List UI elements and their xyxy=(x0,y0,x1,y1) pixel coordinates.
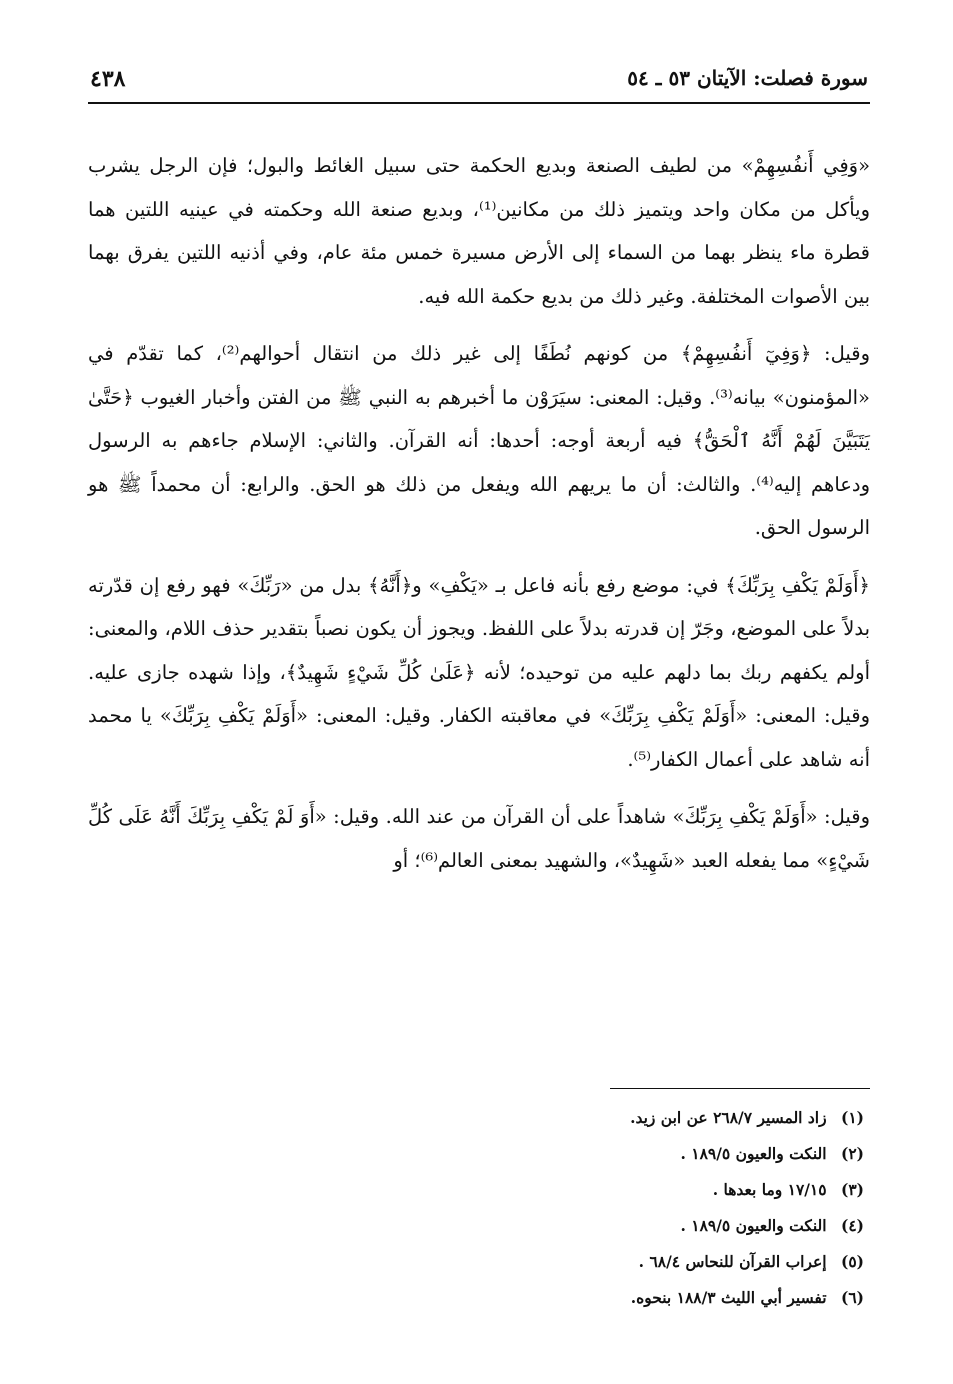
footnote-number: (٢) xyxy=(840,1144,864,1163)
footnote-text: إعراب القرآن للنحاس ٦٨/٤ . xyxy=(638,1252,827,1271)
footnote-number: (٣) xyxy=(840,1180,864,1199)
paragraph: «وَفِي أَنفُسِهِمْ» من لطيف الصنعة وبديع الحكمة حتى سبيل الغائط والبول؛ فإن الرجل يشرب ويأكل من مكان واحد ويتميز ذلك من مكانين⁽¹⁾، وبديع صنعة الله وحكمته في عينيه اللتين هما قطرة ماء ينظر بهما من السماء إلى الأرض مسيرة خمس مئة عام، وفي أذنيه اللتين يفرق بهما بين الأصوات المختلفة. وغير ذلك من بديع حكمة الله فيه. xyxy=(88,154,870,308)
footnote-text: زاد المسير ٢٦٨/٧ عن ابن زيد. xyxy=(630,1108,827,1127)
footnote xyxy=(88,1136,864,1172)
footnote-text: تفسير أبي الليث ١٨٨/٣ بنحوه. xyxy=(630,1288,827,1307)
running-title: سورة فصلت: الآيتان ٥٣ ـ ٥٤ xyxy=(627,66,868,90)
footnote xyxy=(88,1208,864,1244)
footnote-text: النكت والعيون ١٨٩/٥ . xyxy=(680,1144,827,1163)
footnote-number: (٤) xyxy=(840,1216,864,1235)
footnote xyxy=(88,1100,864,1136)
body-text xyxy=(88,144,870,896)
footnote-text: النكت والعيون ١٨٩/٥ . xyxy=(680,1216,827,1235)
footnotes xyxy=(88,1100,864,1316)
footnote xyxy=(88,1280,864,1316)
footnote xyxy=(88,1244,864,1280)
header-rule xyxy=(88,102,870,104)
book-page xyxy=(88,58,870,1348)
page-number: ٤٣٨ xyxy=(90,66,126,92)
footnote-number: (٥) xyxy=(840,1252,864,1271)
paragraph: ﴿أَوَلَمْ يَكْفِ بِرَبِّكَ﴾ في: موضع رفع بأنه فاعل بـ «يَكْفِ» و﴿أَنَّهُ﴾ بدل من «رَبِّكَ» فهو رفع إن قدّرته بدلاً على الموضع، وجَرّ إن قدرته بدلاً على اللفظ. ويجوز أن يكون نصباً بتقدير حذف اللام، والمعنى: أولم يكفهم ربك بما دلهم عليه من توحيده؛ لأنه ﴿عَلَىٰ كُلِّ شَيْءٍ شَهِيدٌ﴾، وإذا شهده جازى عليه. وقيل: المعنى: «أَوَلَمْ يَكْفِ بِرَبِّكَ» في معاقبته الكفار. وقيل: المعنى: «أَوَلَمْ يَكْفِ بِرَبِّكَ» يا محمد أنه شاهد على أعمال الكفار⁽⁵⁾. xyxy=(88,573,870,771)
footnote-number: (٦) xyxy=(840,1288,864,1307)
paragraph: وقيل: ﴿وَفِيٓ أَنفُسِهِمْ﴾ من كونهم نُطَفًا إلى غير ذلك من انتقال أحوالهم⁽²⁾، كما تقدّم في «المؤمنون» بيانه⁽³⁾. وقيل: المعنى: سيَرَوْن ما أخبرهم به النبي ﷺ من الفتن وأخبار الغيوب ﴿حَتَّىٰ يَتَبَيَّنَ لَهُمْ أَنَّهُ ٱلْحَقُّ﴾ فيه أربعة أوجه: أحدها: أنه القرآن. والثاني: الإسلام جاءهم به الرسول ودعاهم إليه⁽⁴⁾. والثالث: أن ما يريهم الله ويفعل من ذلك هو الحق. والرابع: أن محمداً ﷺ هو الرسول الحق. xyxy=(88,342,870,539)
footnote xyxy=(88,1172,864,1208)
footnote-rule xyxy=(610,1088,870,1089)
footnote-text: ١٧/١٥ وما بعدها . xyxy=(712,1180,827,1199)
page-header xyxy=(88,58,870,102)
footnote-number: (١) xyxy=(840,1108,864,1127)
paragraph: وقيل: «أَوَلَمْ يَكْفِ بِرَبِّكَ» شاهداً على أن القرآن من عند الله. وقيل: «أَوَ لَمْ يَكْفِ بِرَبِّكَ أَنَّهُ عَلَى كُلِّ شَيْءٍ» مما يفعله العبد «شَهِيدٌ»، والشهيد بمعنى العالم⁽⁶⁾؛ أو xyxy=(88,805,870,872)
